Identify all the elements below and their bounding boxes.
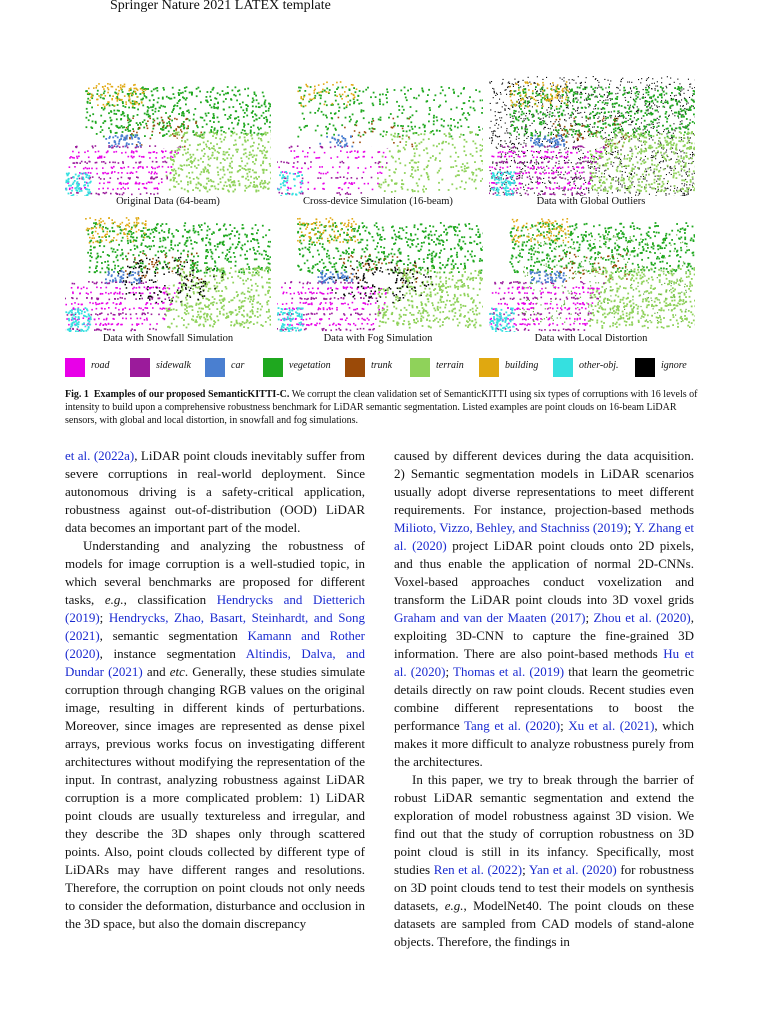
running-header: Springer Nature 2021 LATEX template bbox=[110, 0, 331, 13]
panel-caption-snowfall: Data with Snowfall Simulation bbox=[102, 333, 234, 344]
legend-label: trunk bbox=[371, 360, 393, 371]
body-text: project LiDAR point clouds onto 2D pixels, and thus enable the application of normal 2D-CNNs. Voxel-based approaches conduct voxelization and transform the LiDAR point clouds into 3D voxel grids bbox=[394, 538, 694, 607]
figure-panel-snowfall bbox=[65, 212, 271, 332]
panel-caption-global-outliers: Data with Global Outliers bbox=[536, 196, 646, 207]
figure-panel-local-distortion bbox=[489, 212, 695, 332]
figure-caption-title: Examples of our proposed SemanticKITTI-C. bbox=[93, 389, 290, 400]
point-cloud-cross-device bbox=[277, 76, 483, 196]
legend-label: car bbox=[231, 360, 245, 371]
figure-panel-cross-device bbox=[277, 76, 483, 196]
body-text: , ModelNet40. The point clouds on these datasets are sampled from CAD models of stand-alone objects. Therefore, the findings in bbox=[394, 898, 695, 949]
italic-text: etc bbox=[169, 664, 185, 679]
panel-caption-original: Original Data (64-beam) bbox=[116, 196, 220, 207]
italic-text: e.g. bbox=[104, 592, 124, 607]
body-text: Understanding and analyzing the robustness of models for image corruption is a well-studied topic, in which several benchmarks are proposed for different tasks, bbox=[65, 538, 365, 607]
figure-caption-body: We corrupt the clean validation set of SemanticKITTI using six types of corruptions with 16 levels of intensity to build upon a comprehensive robustness benchmark for LiDAR semantic segmentation. Listed examples are point clouds on 16-beam LiDAR sensors, with global and local distortion, in snowfall and fog simulations. bbox=[65, 389, 698, 426]
figure-panel-global-outliers bbox=[489, 76, 695, 196]
body-text: ; bbox=[522, 862, 529, 877]
citation-link[interactable]: Hendrycks, Zhao, Basart, Steinhardt, and Song (2021) bbox=[65, 610, 365, 643]
figure-caption bbox=[65, 388, 705, 427]
body-text: caused by different devices during the data acquisition. 2) Semantic segmentation models in LiDAR scenarios usually adopt diverse representations to meet different requirements. For instance, projection-based methods bbox=[394, 448, 694, 517]
body-text: and bbox=[142, 664, 170, 679]
right-column bbox=[394, 447, 694, 951]
body-text: , semantic segmentation bbox=[99, 628, 248, 643]
italic-text: e.g. bbox=[444, 898, 464, 913]
class-legend bbox=[65, 358, 705, 380]
citation-link[interactable]: Zhou et al. (2020) bbox=[593, 610, 691, 625]
figure-caption-label: Fig. 1 bbox=[65, 389, 89, 400]
citation-link[interactable]: Hu et al. (2020) bbox=[394, 646, 694, 679]
body-text: ; bbox=[627, 520, 634, 535]
legend-swatch bbox=[479, 358, 499, 377]
point-cloud-local-distortion bbox=[489, 212, 695, 332]
legend-swatch bbox=[205, 358, 225, 377]
legend-label: vegetation bbox=[289, 360, 331, 371]
citation-link[interactable]: Milioto, Vizzo, Behley, and Stachniss (2019) bbox=[394, 520, 628, 535]
body-text: that learn the geometric details directly on raw point clouds. Recent studies even combine different representations to boost the performance bbox=[394, 664, 694, 733]
body-text: , LiDAR point clouds inevitably suffer from severe corruptions in real-world deployment. Since autonomous driving is a safety-critical application, robustness against out-of-distribution (OOD) LiDAR data becomes an important part of the model. bbox=[65, 448, 365, 535]
body-text: , which makes it more difficult to analyze robustness purely from the architectures. bbox=[394, 718, 694, 769]
panel-caption-cross-device: Cross-device Simulation (16-beam) bbox=[303, 196, 453, 207]
left-column bbox=[65, 447, 365, 933]
citation-link[interactable]: Yan et al. (2020) bbox=[528, 862, 617, 877]
citation-link[interactable]: et al. (2022a) bbox=[65, 448, 135, 463]
legend-label: ignore bbox=[661, 360, 687, 371]
citation-link[interactable]: Thomas et al. (2019) bbox=[453, 664, 565, 679]
right-paragraph-2 bbox=[394, 771, 694, 951]
body-text: In this paper, we try to break through the barrier of robust LiDAR semantic segmentation and extend the exploration of model robustness against 3D vision. We find out that the study of corruption robustness on 3D point cloud is still in its infancy. Specifically, most studies bbox=[394, 772, 694, 877]
citation-link[interactable]: Graham and van der Maaten (2017) bbox=[394, 610, 586, 625]
legend-swatch bbox=[130, 358, 150, 377]
body-text: ; bbox=[99, 610, 109, 625]
legend-swatch bbox=[635, 358, 655, 377]
citation-link[interactable]: Ren et al. (2022) bbox=[433, 862, 523, 877]
legend-swatch bbox=[263, 358, 283, 377]
point-cloud-fog bbox=[277, 212, 483, 332]
right-paragraph-1 bbox=[394, 447, 694, 771]
figure-panel-original bbox=[65, 76, 271, 196]
citation-link[interactable]: Kamann and Rother (2020) bbox=[65, 628, 365, 661]
point-cloud-original bbox=[65, 76, 271, 196]
citation-link[interactable]: Altindis, Dalva, and Dundar (2021) bbox=[65, 646, 365, 679]
body-text: ; bbox=[445, 664, 453, 679]
left-paragraph-1 bbox=[65, 447, 365, 537]
citation-link[interactable]: Hendrycks and Dietterich (2019) bbox=[65, 592, 366, 625]
legend-swatch bbox=[345, 358, 365, 377]
body-text: ; bbox=[585, 610, 594, 625]
figure-panel-fog bbox=[277, 212, 483, 332]
left-paragraph-2 bbox=[65, 537, 365, 933]
point-cloud-snowfall bbox=[65, 212, 271, 332]
panel-caption-fog: Data with Fog Simulation bbox=[323, 333, 433, 344]
legend-label: sidewalk bbox=[156, 360, 191, 371]
legend-label: terrain bbox=[436, 360, 464, 371]
body-text: , classification bbox=[123, 592, 217, 607]
citation-link[interactable]: Y. Zhang et al. (2020) bbox=[394, 520, 695, 553]
body-text: , instance segmentation bbox=[99, 646, 246, 661]
legend-swatch bbox=[65, 358, 85, 377]
body-text: for robustness on 3D point clouds tend to test their models on synthesis datasets, bbox=[394, 862, 694, 913]
legend-swatch bbox=[553, 358, 573, 377]
citation-link[interactable]: Tang et al. (2020) bbox=[463, 718, 561, 733]
body-text: , exploiting 3D-CNN to capture the fine-grained 3D information. There are also point-based methods bbox=[394, 610, 694, 661]
legend-label: other-obj. bbox=[579, 360, 619, 371]
legend-swatch bbox=[410, 358, 430, 377]
body-text: . Generally, these studies simulate corruption through changing RGB values on the original image, resulting in different kinds of perturbations. Moreover, since images are represented as dense pixel arrays, previous works focus on investigating different architectures without modifying the representation of the input. In contrast, analyzing robustness against LiDAR corruption is a more complicated problem: 1) LiDAR point clouds are usually textureless and irregular, and they describe the 3D shapes only through scattered points. Also, point clouds collected by different type of LiDARs may have different ranges and resolutions. Therefore, the corruption on point clouds not only needs to consider the deformation, disturbance and occlusion in the 3D space, but also the domain discrepancy bbox=[65, 664, 365, 931]
legend-label: building bbox=[505, 360, 539, 371]
legend-label: road bbox=[91, 360, 110, 371]
panel-caption-local-distortion: Data with Local Distortion bbox=[534, 333, 648, 344]
point-cloud-global-outliers bbox=[489, 76, 695, 196]
body-text: ; bbox=[560, 718, 569, 733]
citation-link[interactable]: Xu et al. (2021) bbox=[568, 718, 655, 733]
